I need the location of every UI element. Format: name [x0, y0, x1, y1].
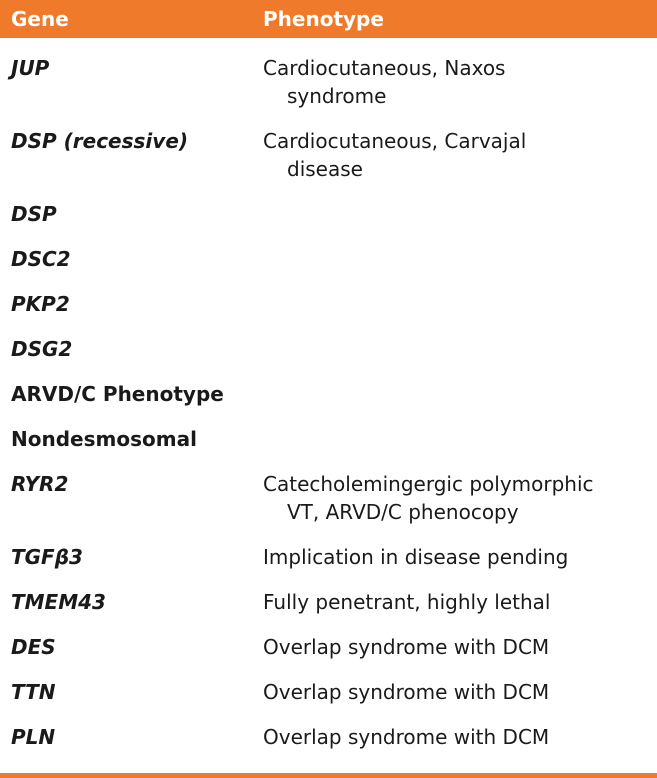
phenotype-line: Fully penetrant, highly lethal: [263, 590, 551, 614]
table-row: [0, 290, 657, 318]
table-row: [0, 678, 657, 706]
phenotype-line: Overlap syndrome with DCM: [263, 635, 550, 659]
phenotype-cell: [252, 470, 657, 526]
gene-cell: TMEM43: [11, 590, 106, 614]
section-label: Nondesmosomal: [11, 427, 197, 451]
phenotype-cell: [252, 678, 657, 706]
gene-cell: DSG2: [11, 337, 73, 361]
header-gene: Gene: [11, 7, 69, 31]
section-row: [0, 425, 657, 453]
phenotype-cell: [252, 633, 657, 661]
gene-cell: RYR2: [11, 472, 69, 496]
phenotype-line-continued: syndrome: [287, 84, 387, 108]
phenotype-line: Implication in disease pending: [263, 545, 569, 569]
table-row: [0, 200, 657, 228]
phenotype-line-continued: VT, ARVD/C phenocopy: [287, 500, 519, 524]
table-row: [0, 54, 657, 110]
bottom-rule: [0, 773, 657, 778]
table-row: [0, 127, 657, 183]
phenotype-line: Catecholemingergic polymorphic: [263, 472, 594, 496]
table-row: [0, 543, 657, 571]
phenotype-line: Overlap syndrome with DCM: [263, 680, 550, 704]
gene-cell: PKP2: [11, 292, 70, 316]
phenotype-line: Overlap syndrome with DCM: [263, 725, 550, 749]
phenotype-cell: [252, 723, 657, 751]
table-header: [0, 0, 657, 38]
phenotype-cell: [252, 543, 657, 571]
table-row: [0, 470, 657, 526]
table-row: [0, 633, 657, 661]
phenotype-cell: [252, 127, 657, 183]
phenotype-cell: [252, 54, 657, 110]
header-phenotype: Phenotype: [263, 7, 384, 31]
phenotype-line: Cardiocutaneous, Carvajal: [263, 129, 527, 153]
section-label: ARVD/C Phenotype: [11, 382, 224, 406]
gene-cell: DSP (recessive): [11, 129, 189, 153]
phenotype-line: Cardiocutaneous, Naxos: [263, 56, 506, 80]
table-row: [0, 723, 657, 751]
table-row: [0, 245, 657, 273]
table-row: [0, 335, 657, 363]
table-row: [0, 588, 657, 616]
gene-cell: DSC2: [11, 247, 71, 271]
section-row: [0, 380, 657, 408]
gene-cell: DES: [11, 635, 56, 659]
gene-cell: JUP: [11, 56, 50, 80]
gene-cell: TGFβ3: [11, 545, 83, 569]
gene-cell: DSP: [11, 202, 57, 226]
gene-cell: TTN: [11, 680, 56, 704]
table-body: [0, 54, 657, 751]
phenotype-cell: [252, 588, 657, 616]
phenotype-line-continued: disease: [287, 157, 363, 181]
gene-cell: PLN: [11, 725, 56, 749]
